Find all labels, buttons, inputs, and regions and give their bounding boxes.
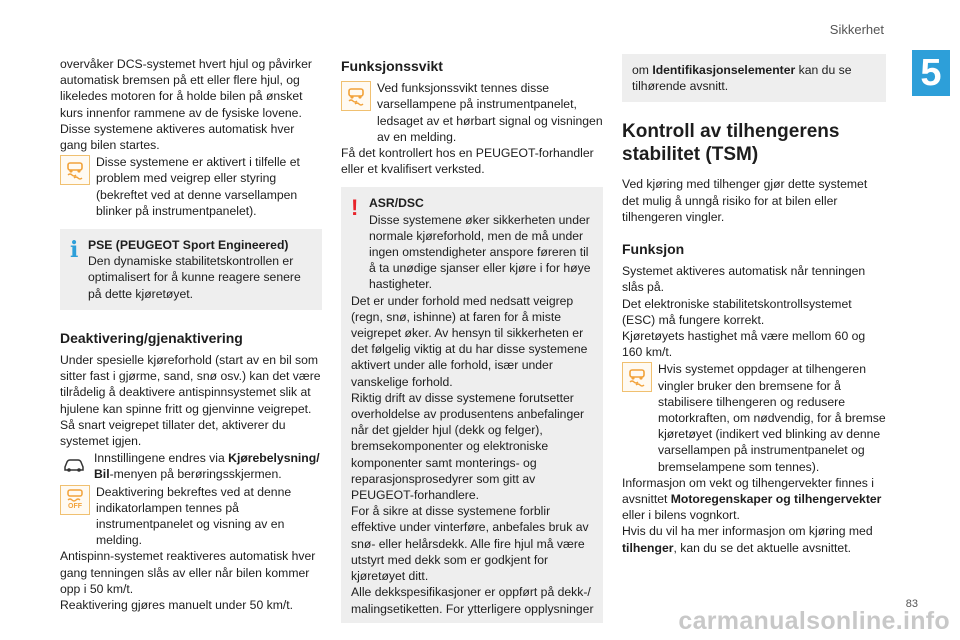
more-pre: Hvis du vil ha mer informasjon om kjøring med xyxy=(622,524,873,539)
column-left xyxy=(60,56,322,613)
info-icon: i xyxy=(70,237,79,264)
pse-info-box xyxy=(60,229,322,310)
section-title: Sikkerhet xyxy=(829,22,884,37)
trailer-bold: Motoregenskaper og tilhengervekter xyxy=(670,492,882,507)
asr-text-3: Riktig drift av disse systemene forutsetter overholdelse av produsentens anbefalinger når det gjelder hjul (dekk og felger), bremsekomponenter og elektroniske komponenter samt monterings- og reparasjonsprosedyrer som gitt av PEUGEOT-forhandlere. xyxy=(351,390,585,503)
car-settings-icon xyxy=(60,451,88,479)
trailer-pre: Informasjon om vekt og tilhengervekter finnes i avsnittet xyxy=(622,475,874,507)
trailer-post: eller i bilens vognkort. xyxy=(622,508,740,523)
chapter-badge: 5 xyxy=(912,50,950,96)
settings-note xyxy=(60,450,322,482)
settings-text-pre: Innstillingene endres via xyxy=(94,451,229,466)
detect-note xyxy=(622,361,886,474)
pse-title: PSE (PEUGEOT Sport Engineered) xyxy=(88,238,289,253)
function-text-2: Det elektroniske stabilitetskontrollsystemet (ESC) må fungere korrekt. xyxy=(622,296,852,327)
function-heading: Funksjon xyxy=(622,241,685,258)
warning-lamp-note xyxy=(60,154,322,219)
pse-text: Den dynamiske stabilitetskontrollen er optimalisert for å kunne reagere senere på dette kjøretøyet. xyxy=(88,254,301,301)
reactivate-text: Antispinn-systemet reaktiveres automatisk hver gang tenningen slås av eller når bilen kommer opp i 50 km/t. xyxy=(60,549,316,596)
page-number: 83 xyxy=(905,598,918,610)
deactivation-heading: Deaktivering/gjenaktivering xyxy=(60,329,243,346)
fault-text-2: Få det kontrollert hos en PEUGEOT-forhandler eller et kvalifisert verksted. xyxy=(341,146,594,177)
fault-heading: Funksjonssvikt xyxy=(341,58,443,74)
manual-reactivation-text: Reaktivering gjøres manuelt under 50 km/t. xyxy=(60,598,294,613)
cont-post: kan du se tilhørende avsnitt. xyxy=(632,63,852,94)
skid-car-warning-icon xyxy=(341,81,371,111)
settings-text-post: -menyen på berøringsskjermen. xyxy=(109,467,282,482)
asr-title: ASR/DSC xyxy=(369,196,424,211)
off-text: Deaktivering bekreftes ved at denne indikatorlampen tennes på instrumentpanelet og visning av en melding. xyxy=(96,484,292,548)
warning-lamp-text: Disse systemene er aktivert i tilfelle et problem med veigrep eller styring (bekreftet ved at denne varsellampen blinker på instrumentpanelet). xyxy=(96,155,300,218)
more-post: , kan du se det aktuelle avsnittet. xyxy=(673,540,851,555)
warning-exclamation-icon: ! xyxy=(351,195,359,221)
intro-paragraph: overvåker DCS-systemet hvert hjul og påvirker automatisk bremsen på ett eller flere hjul, og likeledes motoren for å holde bilen på ønsket kurs innenfor rammene av de fysiske lovene. Disse systemene aktiveres automatisk hver gang bilen startes. xyxy=(60,57,312,153)
fault-note xyxy=(341,80,603,145)
asr-text-4: For å sikre at disse systemene forblir effektive under vinterføre, anbefales bruk av snø- eller helårsdekk. Alle fire hjul må være utstyrt med dekk som er godkjent for kjøretøyet ditt. xyxy=(351,504,589,584)
asr-warning-box xyxy=(341,187,603,622)
deactivation-text: Under spesielle kjøreforhold (start av en bil som sitter fast i gjørme, sand, snø osv.) kan det være tilrådelig å deaktivere antispinnsystemet slik at hjulene kan spinne fritt og gjenvinne veigrepet. Så snart veigrepet tillater det, aktiverer du systemet igjen. xyxy=(60,353,321,449)
function-text-1: Systemet aktiveres automatisk når tenningen slås på. xyxy=(622,264,866,295)
function-text-3: Kjøretøyets hastighet må være mellom 60 og 160 km/t. xyxy=(622,329,866,360)
detect-text: Hvis systemet oppdager at tilhengeren vingler bruker den bremsene for å stabilisere tilhengeren og redusere motorkraften, om nødvendig, for å bremse kjøretøyet (indikert ved blinking av denne varsellampen på instrumentpanelet og bremselampene som tennes). xyxy=(658,362,886,474)
column-right xyxy=(622,54,886,556)
asr-text-2: Det er under forhold med nedsatt veigrep (regn, snø, ishinne) at faren for å miste veigrepet øker. Av hensyn til sikkerheten er det følgelig viktig at du har disse systemene aktivert under alle forhold, især under vanskelige forhold. xyxy=(351,293,588,389)
tsm-intro: Ved kjøring med tilhenger gjør dette systemet det mulig å unngå risiko for at bilen eller tilhengeren vingler. xyxy=(622,177,868,224)
fault-text: Ved funksjonssvikt tennes disse varsellampene på instrumentpanelet, ledsaget av et hørbart signal og visningen av en melding. xyxy=(377,81,603,144)
settings-menu-name: Kjørebelysning/ Bil xyxy=(94,451,320,482)
cont-bold: Identifikasjonselementer xyxy=(652,63,796,77)
skid-car-warning-icon xyxy=(60,155,90,185)
skid-car-warning-icon xyxy=(622,362,652,392)
more-bold: tilhenger xyxy=(622,540,674,555)
asr-text: Disse systemene øker sikkerheten under normale kjøreforhold, men de må under ingen omstendigheter anspore føreren til å ta unødige sjanser eller kjøre i for høye hastigheter. xyxy=(369,212,591,292)
tsm-heading: Kontroll av tilhengerens stabilitet (TSM) xyxy=(622,121,840,166)
asr-text-5: Alle dekkspesifikasjoner er oppført på dekk-/ malingsetiketten. For ytterligere opplysninger xyxy=(351,585,594,616)
continuation-box xyxy=(622,54,886,102)
column-middle xyxy=(341,56,603,623)
off-indicator-note xyxy=(60,484,322,549)
cont-pre: om xyxy=(632,63,653,77)
off-label: OFF xyxy=(68,503,82,511)
skid-off-indicator-icon xyxy=(60,485,90,515)
watermark: carmanualsonline.info xyxy=(678,607,950,635)
